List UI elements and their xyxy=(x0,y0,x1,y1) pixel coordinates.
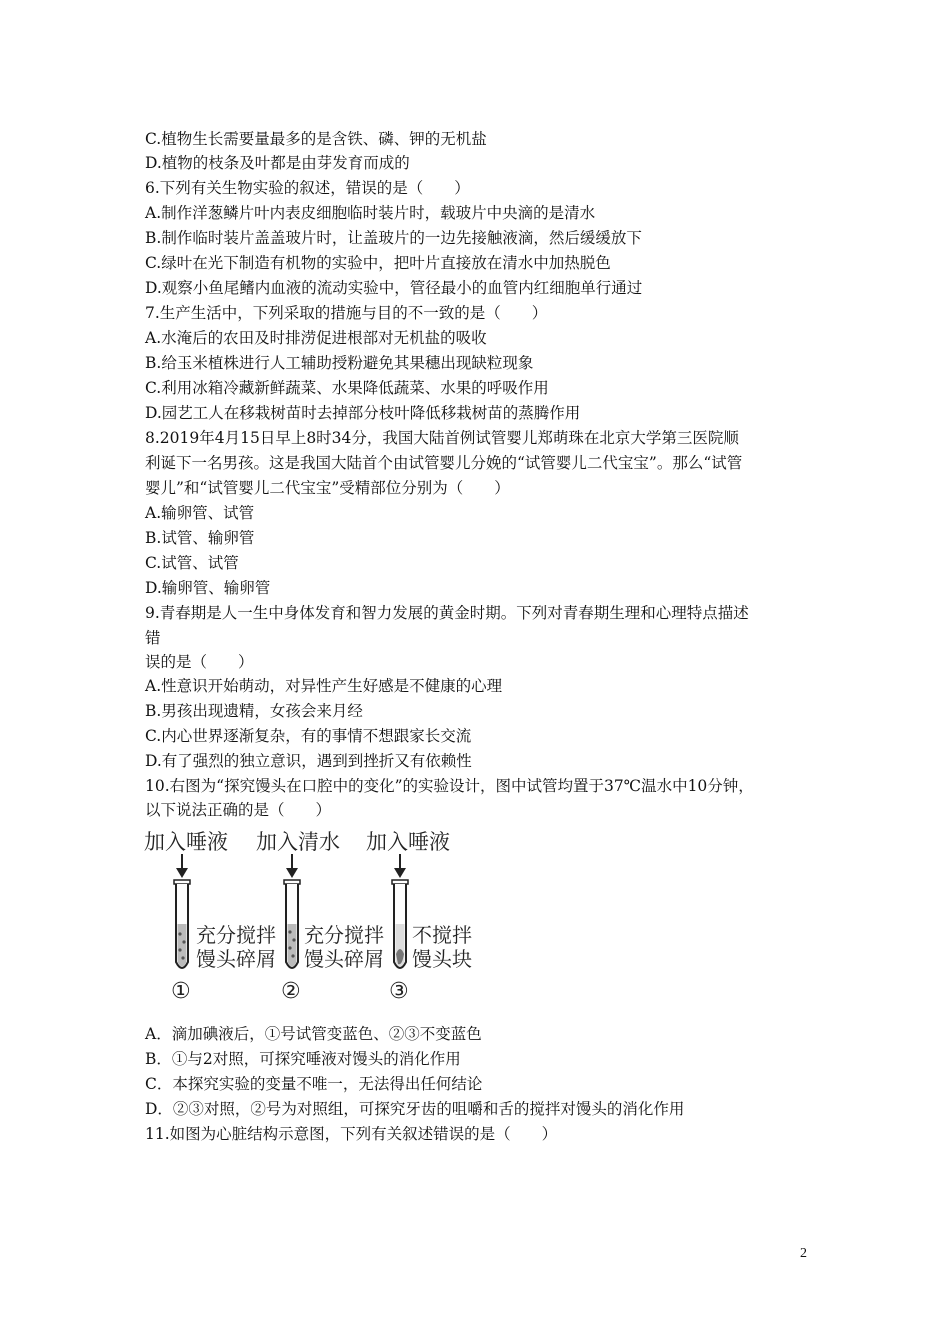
text-line: 误的是（ ） xyxy=(145,653,254,671)
tube-1-number: ① xyxy=(171,979,191,1004)
text-line: A.输卵管、试管 xyxy=(145,504,255,522)
text-line: 以下说法正确的是（ ） xyxy=(145,801,332,819)
text-line: D.园艺工人在移栽树苗时去掉部分枝叶降低移栽树苗的蒸腾作用 xyxy=(145,404,581,422)
page-number: 2 xyxy=(800,1246,807,1261)
text-line: A.水淹后的农田及时排涝促进根部对无机盐的吸收 xyxy=(145,329,487,347)
tube-3-label-line1: 不搅拌 xyxy=(412,925,472,947)
text-line: 7.生产生活中，下列采取的措施与目的不一致的是（ ） xyxy=(145,304,548,322)
text-line: C.试管、试管 xyxy=(145,554,239,572)
tube-2-number: ② xyxy=(281,979,301,1004)
text-line: D.有了强烈的独立意识，遇到到挫折又有依赖性 xyxy=(145,752,472,770)
text-line: B.给玉米植株进行人工辅助授粉避免其果穗出现缺粒现象 xyxy=(145,354,534,372)
test-tube-3 xyxy=(366,831,472,1004)
arrow-down-icon xyxy=(394,868,406,878)
text-line: 8.2019年4月15日早上8时34分，我国大陆首例试管婴儿郑萌珠在北京大学第三医院顺 xyxy=(145,429,739,447)
text-line: B.试管、输卵管 xyxy=(145,529,255,547)
test-tube-1 xyxy=(144,831,276,1004)
text-line: C.利用冰箱冷藏新鲜蔬菜、水果降低蔬菜、水果的呼吸作用 xyxy=(145,379,549,397)
text-line: D.植物的枝条及叶都是由芽发育而成的 xyxy=(145,154,410,172)
text-line: A．滴加碘液后，①号试管变蓝色、②③不变蓝色 xyxy=(145,1025,482,1043)
text-line: C．本探究实验的变量不唯一，无法得出任何结论 xyxy=(145,1075,483,1093)
text-line: 婴儿”和“试管婴儿二代宝宝”受精部位分别为（ ） xyxy=(145,479,510,497)
text-line: B.制作临时装片盖盖玻片时，让盖玻片的一边先接触液滴，然后缓缓放下 xyxy=(145,229,642,247)
text-line: D．②③对照，②号为对照组，可探究牙齿的咀嚼和舌的搅拌对馒头的消化作用 xyxy=(145,1100,685,1118)
text-line: 9.青春期是人一生中身体发育和智力发展的黄金时期。下列对青春期生理和心理特点描述 xyxy=(145,604,749,622)
text-line: B.男孩出现遗精，女孩会来月经 xyxy=(145,702,363,720)
text-line: C.内心世界逐渐复杂，有的事情不想跟家长交流 xyxy=(145,727,472,745)
arrow-down-icon xyxy=(176,868,188,878)
text-line: A.制作洋葱鳞片叶内表皮细胞临时装片时，载玻片中央滴的是清水 xyxy=(145,204,596,222)
text-line: 6.下列有关生物实验的叙述，错误的是（ ） xyxy=(145,179,470,197)
tube-3-number: ③ xyxy=(389,979,409,1004)
tube-3-label-line2: 馒头块 xyxy=(412,949,472,971)
tube-1-label-line1: 充分搅拌 xyxy=(196,925,276,947)
text-line: C.植物生长需要量最多的是含铁、磷、钾的无机盐 xyxy=(145,130,487,148)
text-line: D.观察小鱼尾鳍内血液的流动实验中，管径最小的血管内红细胞单行通过 xyxy=(145,279,643,297)
tube-1-top-label: 加入唾液 xyxy=(144,831,228,854)
text-line: 10.右图为“探究馒头在口腔中的变化”的实验设计，图中试管均置于37℃温水中10分钟， xyxy=(145,777,754,795)
tube-2-label-line1: 充分搅拌 xyxy=(304,925,384,947)
arrow-down-icon xyxy=(286,868,298,878)
text-line: C.绿叶在光下制造有机物的实验中，把叶片直接放在清水中加热脱色 xyxy=(145,254,611,272)
tube-2-label-line2: 馒头碎屑 xyxy=(304,949,384,971)
text-line: A.性意识开始萌动，对异性产生好感是不健康的心理 xyxy=(145,677,503,695)
tube-1-label-line2: 馒头碎屑 xyxy=(196,949,276,971)
text-line: 错 xyxy=(145,629,161,647)
tube-2-top-label: 加入清水 xyxy=(256,831,340,854)
tube-3-top-label: 加入唾液 xyxy=(366,831,450,854)
test-tube-2 xyxy=(256,831,384,1004)
text-line: 利诞下一名男孩。这是我国大陆首个由试管婴儿分娩的“试管婴儿二代宝宝”。那么“试管 xyxy=(145,454,743,472)
text-line: 11.如图为心脏结构示意图，下列有关叙述错误的是（ ） xyxy=(145,1125,558,1143)
text-line: B．①与2对照，可探究唾液对馒头的消化作用 xyxy=(145,1050,461,1068)
text-line: D.输卵管、输卵管 xyxy=(145,579,271,597)
test-tube-experiment-figure xyxy=(140,824,480,1020)
